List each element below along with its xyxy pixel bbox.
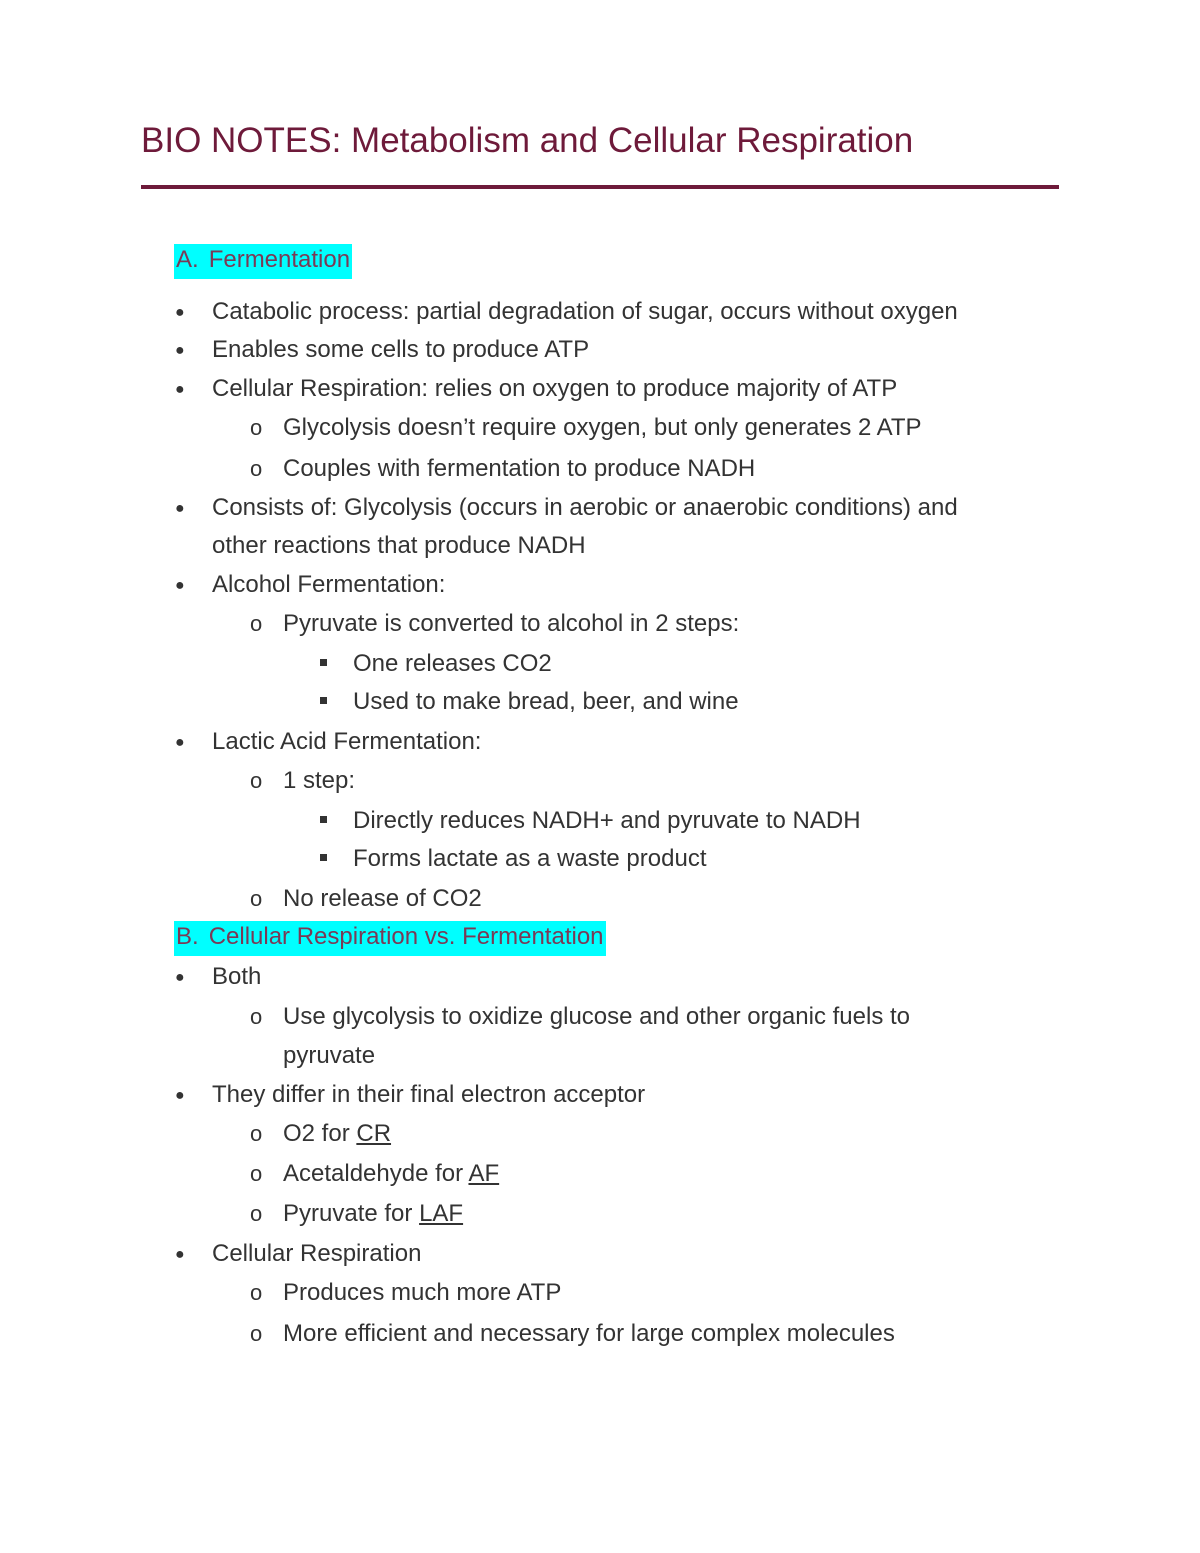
list-item: 1 step: bbox=[283, 767, 356, 794]
acceptor-abbr: AF bbox=[468, 1160, 500, 1187]
list-item: Couples with fermentation to produce NADH bbox=[283, 455, 756, 482]
acceptor-text: Acetaldehyde for bbox=[283, 1160, 469, 1187]
square-bullet-icon bbox=[320, 697, 327, 704]
list-item bbox=[283, 1118, 391, 1150]
list-item: They differ in their final electron acceptor bbox=[212, 1081, 646, 1108]
bullet-icon: ● bbox=[175, 969, 185, 986]
bullet-icon: ● bbox=[175, 1087, 185, 1104]
circle-bullet-icon: o bbox=[250, 1321, 263, 1346]
list-item: Alcohol Fermentation: bbox=[212, 571, 446, 598]
title-divider bbox=[141, 185, 1059, 189]
circle-bullet-icon: o bbox=[250, 1280, 263, 1305]
section-a-letter: A. bbox=[176, 246, 199, 273]
acceptor-abbr: CR bbox=[356, 1120, 392, 1147]
list-item: Use glycolysis to oxidize glucose and other organic fuels to bbox=[283, 1003, 910, 1030]
list-item: Lactic Acid Fermentation: bbox=[212, 728, 482, 755]
list-item: One releases CO2 bbox=[353, 650, 552, 677]
list-item: Used to make bread, beer, and wine bbox=[353, 688, 739, 715]
list-item bbox=[283, 1198, 463, 1230]
acceptor-abbr: LAF bbox=[419, 1200, 464, 1227]
list-item: Both bbox=[212, 963, 262, 990]
list-item: Produces much more ATP bbox=[283, 1279, 562, 1306]
section-b-heading bbox=[174, 921, 606, 956]
section-b-title: Cellular Respiration vs. Fermentation bbox=[208, 923, 604, 950]
list-item: Cellular Respiration: relies on oxygen to produce majority of ATP bbox=[212, 375, 898, 402]
bullet-icon: ● bbox=[175, 734, 185, 751]
list-item bbox=[283, 1158, 499, 1190]
circle-bullet-icon: o bbox=[250, 1201, 263, 1226]
circle-bullet-icon: o bbox=[250, 1121, 263, 1146]
circle-bullet-icon: o bbox=[250, 456, 263, 481]
section-b-letter: B. bbox=[176, 923, 199, 950]
list-item: More efficient and necessary for large complex molecules bbox=[283, 1320, 895, 1347]
square-bullet-icon bbox=[320, 854, 327, 861]
bullet-icon: ● bbox=[175, 381, 185, 398]
list-item: Glycolysis doesn’t require oxygen, but only generates 2 ATP bbox=[283, 414, 922, 441]
list-item-continuation: other reactions that produce NADH bbox=[212, 532, 586, 559]
square-bullet-icon bbox=[320, 659, 327, 666]
section-a-heading bbox=[174, 244, 352, 279]
list-item: Consists of: Glycolysis (occurs in aerobic or anaerobic conditions) and bbox=[212, 494, 958, 521]
bullet-icon: ● bbox=[175, 342, 185, 359]
list-item-continuation: pyruvate bbox=[283, 1042, 376, 1069]
list-item: Forms lactate as a waste product bbox=[353, 845, 707, 872]
bullet-icon: ● bbox=[175, 577, 185, 594]
bullet-icon: ● bbox=[175, 304, 185, 321]
circle-bullet-icon: o bbox=[250, 611, 263, 636]
list-item: Enables some cells to produce ATP bbox=[212, 336, 590, 363]
list-item: Cellular Respiration bbox=[212, 1240, 422, 1267]
circle-bullet-icon: o bbox=[250, 1004, 263, 1029]
circle-bullet-icon: o bbox=[250, 768, 263, 793]
bullet-icon: ● bbox=[175, 1246, 185, 1263]
circle-bullet-icon: o bbox=[250, 1161, 263, 1186]
list-item: Directly reduces NADH+ and pyruvate to NADH bbox=[353, 807, 861, 834]
page-title: BIO NOTES: Metabolism and Cellular Respiration bbox=[141, 121, 914, 160]
list-item: Catabolic process: partial degradation of sugar, occurs without oxygen bbox=[212, 298, 958, 325]
list-item: No release of CO2 bbox=[283, 885, 482, 912]
section-a-title: Fermentation bbox=[208, 246, 351, 273]
acceptor-text: O2 for bbox=[283, 1120, 357, 1147]
acceptor-text: Pyruvate for bbox=[283, 1200, 420, 1227]
circle-bullet-icon: o bbox=[250, 886, 263, 911]
circle-bullet-icon: o bbox=[250, 415, 263, 440]
square-bullet-icon bbox=[320, 816, 327, 823]
list-item: Pyruvate is converted to alcohol in 2 steps: bbox=[283, 610, 740, 637]
bullet-icon: ● bbox=[175, 500, 185, 517]
